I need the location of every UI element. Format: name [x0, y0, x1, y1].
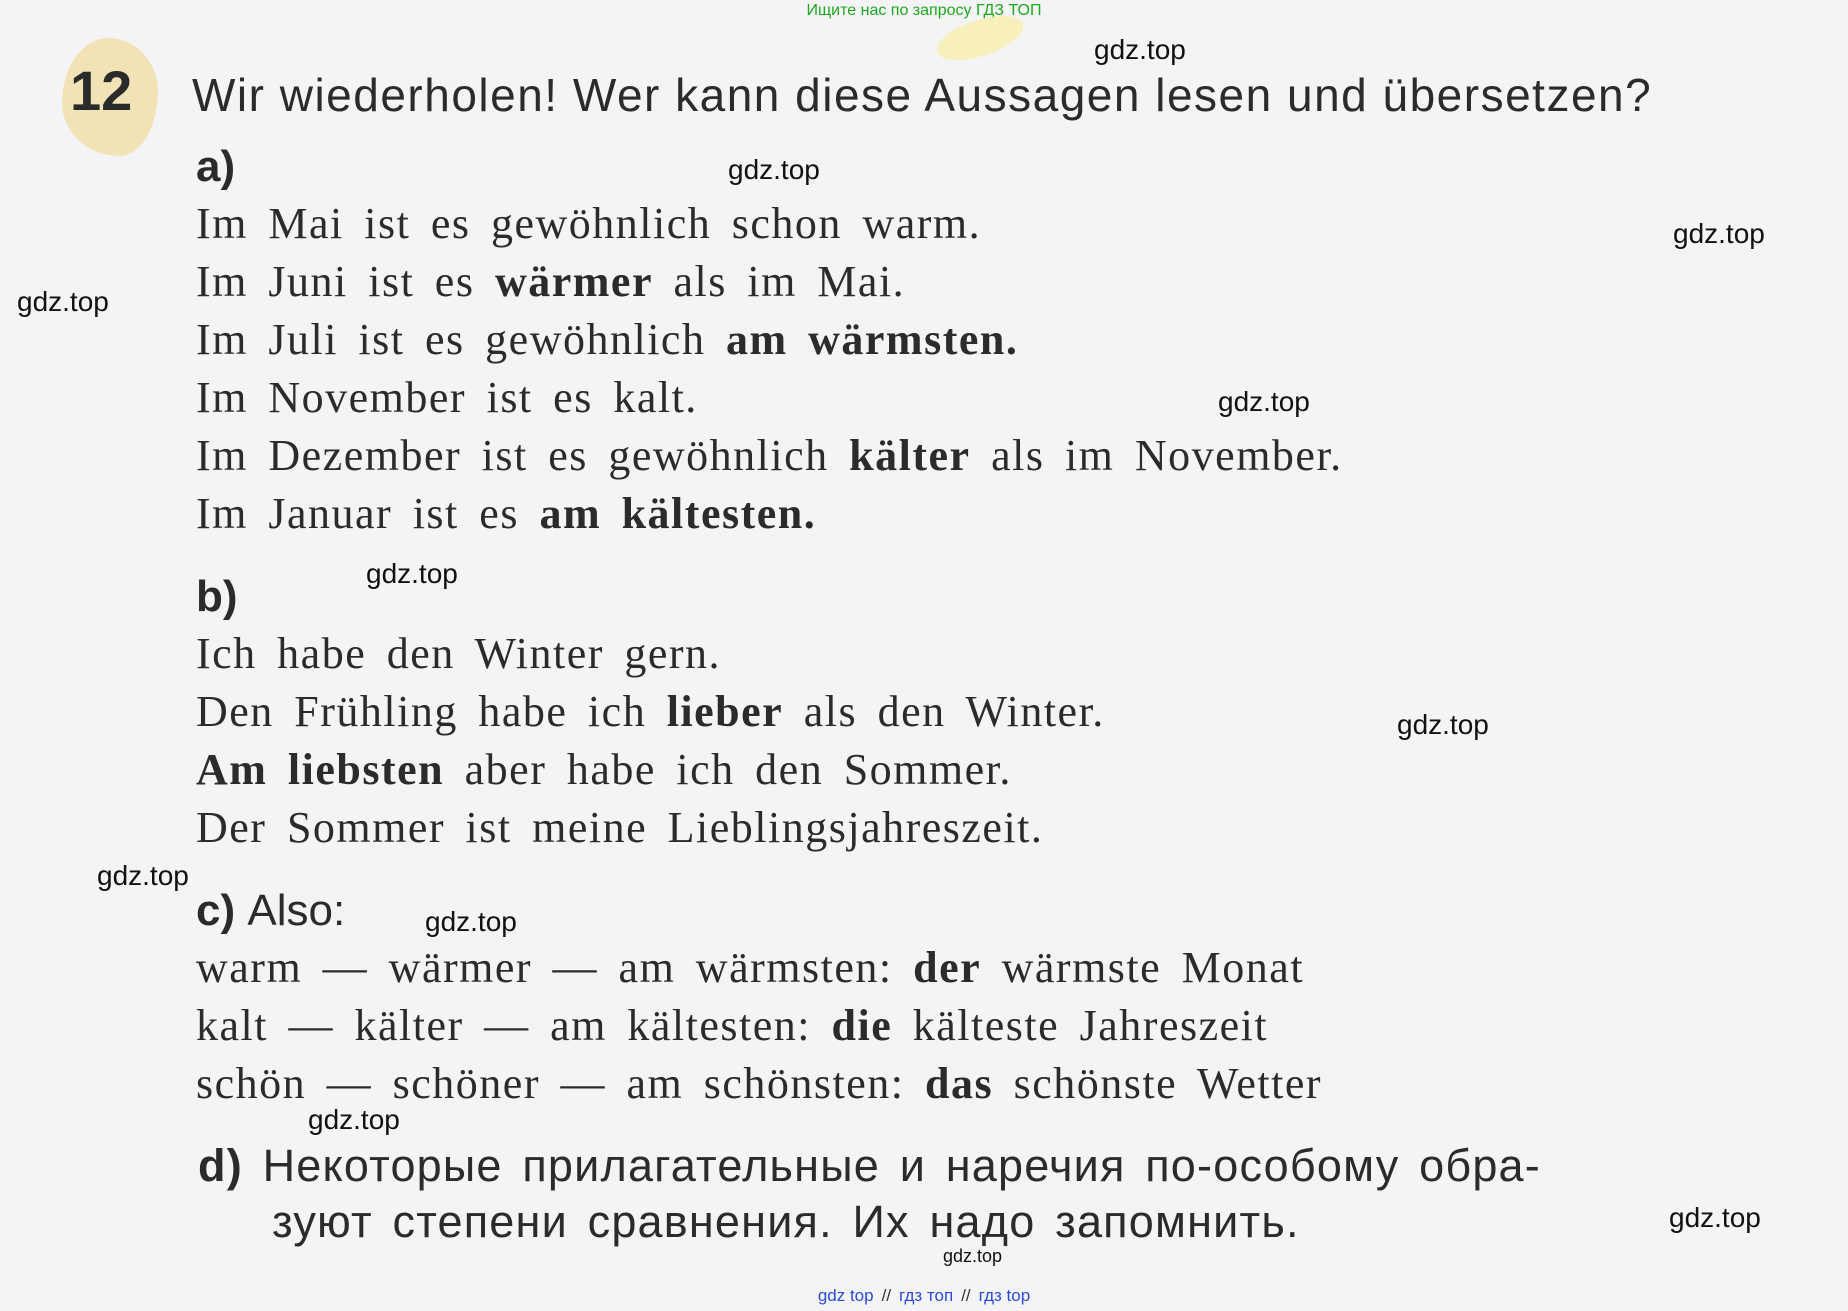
text-segment: kalt — kälter — am kältesten: [196, 1001, 832, 1050]
watermark: gdz.top [1669, 1202, 1761, 1233]
watermark: gdz.top [1094, 34, 1186, 65]
section-a-line [196, 488, 816, 539]
emphasized-text: der [913, 943, 982, 992]
text-segment: Der Sommer ist meine Lieblingsjahreszeit. [196, 803, 1044, 852]
section-c-line [196, 942, 1304, 993]
emphasized-text: kälter [849, 431, 971, 480]
section-d-line-2: зуют степени сравнения. Их надо запомнить. [272, 1196, 1300, 1247]
emphasized-text: lieber [666, 687, 784, 736]
text-segment: Im Dezember ist es gewöhnlich [196, 431, 850, 480]
section-a-line [196, 372, 698, 423]
watermark: gdz.top [366, 558, 458, 589]
section-c-letter: c) [196, 886, 236, 935]
watermark: gdz.top [1397, 709, 1489, 740]
text-segment: Ich habe den Winter gern. [196, 629, 722, 678]
section-d-line-1 [198, 1140, 1541, 1192]
watermark: gdz.top [425, 906, 517, 937]
text-segment: Im November ist es kalt. [196, 373, 698, 422]
watermark: gdz.top [943, 1246, 1003, 1266]
emphasized-text: Am liebsten [196, 745, 445, 794]
section-b-label: b) [196, 572, 238, 621]
watermark: gdz.top [308, 1104, 400, 1135]
section-c-label [196, 886, 345, 936]
watermark: gdz.top [17, 286, 109, 317]
section-c-intro: Also: [247, 886, 346, 935]
section-b-line [196, 802, 1043, 853]
section-a-line [196, 256, 905, 307]
text-segment: aber habe ich den Sommer. [444, 745, 1012, 794]
top-promo-link[interactable]: Ищите нас по запросу ГДЗ ТОП [806, 2, 1042, 19]
text-segment: wärmste Monat [981, 943, 1305, 992]
text-segment: Im Januar ist es [196, 489, 540, 538]
section-b-line [196, 628, 721, 679]
exercise-heading: Wir wiederholen! Wer kann diese Aussagen lesen und übersetzen? [192, 69, 1653, 121]
bottom-link-2[interactable]: гдз топ [899, 1286, 954, 1305]
text-segment: schönste Wetter [993, 1059, 1322, 1108]
text-segment: Im Mai ist es gewöhnlich schon warm. [196, 199, 982, 248]
bottom-link-3[interactable]: гдз top [978, 1286, 1031, 1305]
section-b-line [196, 686, 1105, 737]
emphasized-text: wärmer [494, 257, 653, 306]
section-d-text-1: Некоторые прилагательные и наречия по-особому обра- [262, 1140, 1541, 1191]
watermark: gdz.top [97, 860, 189, 891]
emphasized-text: am kältesten. [539, 489, 817, 538]
text-segment: Im Juli ist es gewöhnlich [196, 315, 726, 364]
text-segment: Den Frühling habe ich [196, 687, 667, 736]
text-segment: schön — schöner — am schönsten: [196, 1059, 925, 1108]
text-segment: als den Winter. [783, 687, 1105, 736]
watermark: gdz.top [1673, 218, 1765, 249]
emphasized-text: die [831, 1001, 893, 1050]
section-b-line [196, 744, 1012, 795]
section-a-line [196, 314, 1018, 365]
section-a-line [196, 430, 1343, 481]
watermark: gdz.top [728, 154, 820, 185]
section-c-line [196, 1000, 1268, 1051]
watermark: gdz.top [1218, 386, 1310, 417]
emphasized-text: am wärmsten. [725, 315, 1019, 364]
section-a-label: a) [196, 142, 236, 191]
bottom-links [0, 1285, 1848, 1307]
text-segment: als im November. [970, 431, 1343, 480]
exercise-number: 12 [70, 59, 133, 122]
text-segment: kälteste Jahreszeit [892, 1001, 1269, 1050]
bottom-link-1[interactable]: gdz top [817, 1286, 874, 1305]
bottom-separator: // [881, 1286, 892, 1305]
section-c-line [196, 1058, 1322, 1109]
text-segment: als im Mai. [652, 257, 906, 306]
text-segment: warm — wärmer — am wärmsten: [196, 943, 914, 992]
bottom-separator: // [961, 1286, 971, 1305]
section-a-line [196, 198, 981, 249]
emphasized-text: das [925, 1059, 994, 1108]
section-d-label: d) [198, 1140, 243, 1191]
text-segment: Im Juni ist es [196, 257, 495, 306]
